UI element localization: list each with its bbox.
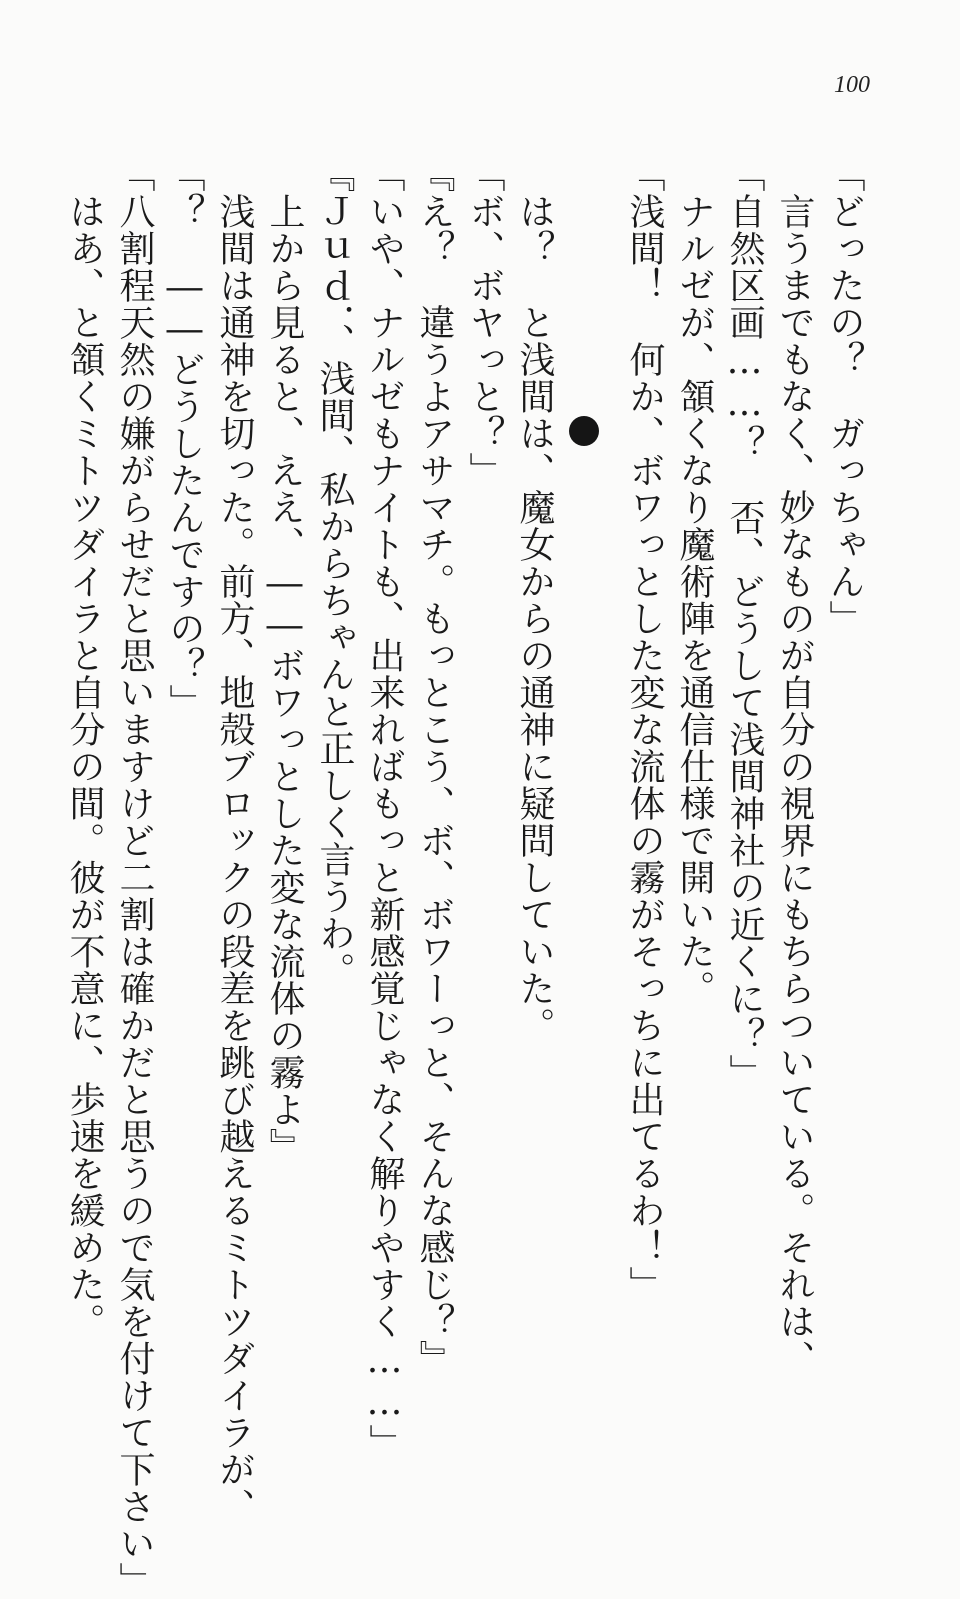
page-number: 100 xyxy=(834,72,870,98)
text-line: 浅間は通神を切った。前方、地殻ブロックの段差を跳び越えるミトツダイラが、 xyxy=(214,156,255,1525)
text-line: 「ボ、ボヤっと？」 xyxy=(464,156,505,489)
text-line: はあ、と頷くミトツダイラと自分の間。彼が不意に、歩速を緩めた。 xyxy=(64,156,105,1340)
text-line: 『え？ 違うよアサマチ。もっとこう、ボ、ボワーっと、そんな感じ？』 xyxy=(414,156,455,1377)
text-line: 「いや、ナルゼもナイトも、出来ればもっと新感覚じゃなく解りやすく……」 xyxy=(364,156,405,1461)
text-line: は？ と浅間は、魔女からの通神に疑問していた。 xyxy=(514,156,555,1044)
text-line: 『Ｊｕｄ．、浅間、私からちゃんと正しく言うわ。 xyxy=(314,156,355,989)
text-line: 言うまでもなく、妙なものが自分の視界にもちらついている。それは、 xyxy=(774,156,815,1377)
text-line: 上から見ると、ええ、――ボワっとした変な流体の霧よ』 xyxy=(264,156,305,1165)
scene-break-dot xyxy=(569,416,599,446)
text-line: 「自然区画……？ 否、どうして浅間神社の近くに？」 xyxy=(724,156,765,1091)
text-line: ナルゼが、頷くなり魔術陣を通信仕様で開いた。 xyxy=(674,156,715,1007)
text-line: 「どったの？ ガっちゃん」 xyxy=(824,156,865,637)
text-line: 「浅間！ 何か、ボワっとした変な流体の霧がそっちに出てるわ！」 xyxy=(624,156,665,1303)
text-line: 「八割程天然の嫌がらせだと思いますけど二割は確かだと思うので気を付けて下さい」 xyxy=(114,156,155,1599)
text-line: 「？ ――どうしたんですの？」 xyxy=(164,156,205,721)
